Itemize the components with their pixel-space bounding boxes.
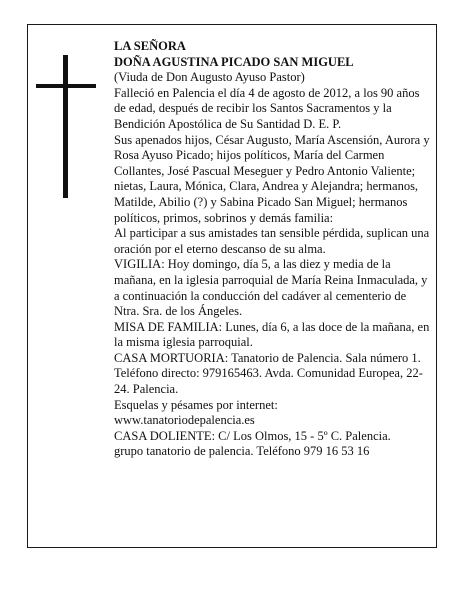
obituary-text bbox=[114, 39, 430, 460]
vigil-paragraph: VIGILIA: Hoy domingo, día 5, a las diez y media de la mañana, en la iglesia parroquial de María Reina Inmaculada, y a continuación la conducción del cadáver al cementerio de Ntra. Sra. de los Ángeles. bbox=[114, 257, 428, 319]
family-mass-paragraph: MISA DE FAMILIA: Lunes, día 6, a las doce de la mañana, en la misma iglesia parroquial. bbox=[114, 319, 430, 350]
cross-horizontal-bar bbox=[36, 84, 96, 88]
family-paragraph: Sus apenados hijos, César Augusto, María Ascensión, Aurora y Rosa Ayuso Picado; hijos políticos, María del Carmen Collantes, José Pascual Meseguer y Pedro Antonio Valiente; nietas, Laura, Mónica, Clara, Andrea y Alejandra; hermanos, Matilde, Abilio (?) y Sabina Picado San Miguel; hermanos políticos, primos, sobrinos y demás familia: bbox=[114, 132, 430, 225]
internet-url[interactable]: www.tanatoriodepalencia.es bbox=[114, 413, 255, 428]
deceased-name: DOÑA AGUSTINA PICADO SAN MIGUEL bbox=[114, 54, 354, 69]
internet-label: Esquelas y pésames por internet: bbox=[114, 397, 278, 412]
death-paragraph: Falleció en Palencia el día 4 de agosto de 2012, a los 90 años de edad, después de recibir los Santos Sacramentos y la Bendición Apostólica de Su Santidad D. E. P. bbox=[114, 85, 420, 131]
cross-vertical-bar bbox=[63, 55, 68, 198]
request-paragraph: Al participar a sus amistades tan sensible pérdida, suplican una oración por el eterno descanso de su alma. bbox=[114, 226, 430, 256]
latin-cross-icon bbox=[36, 55, 96, 198]
title-line: LA SEÑORA bbox=[114, 39, 186, 53]
mourning-house-paragraph: CASA DOLIENTE: C/ Los Olmos, 15 - 5º C. Palencia. bbox=[114, 428, 391, 443]
funeral-home-paragraph: CASA MORTUORIA: Tanatorio de Palencia. Sala número 1. Teléfono directo: 979165463. Avda. Comunidad Europea, 22-24. Palencia. bbox=[114, 350, 423, 397]
widow-line: (Viuda de Don Augusto Ayuso Pastor) bbox=[114, 70, 305, 85]
group-line: grupo tanatorio de palencia. Teléfono 979 16 53 16 bbox=[114, 444, 370, 459]
